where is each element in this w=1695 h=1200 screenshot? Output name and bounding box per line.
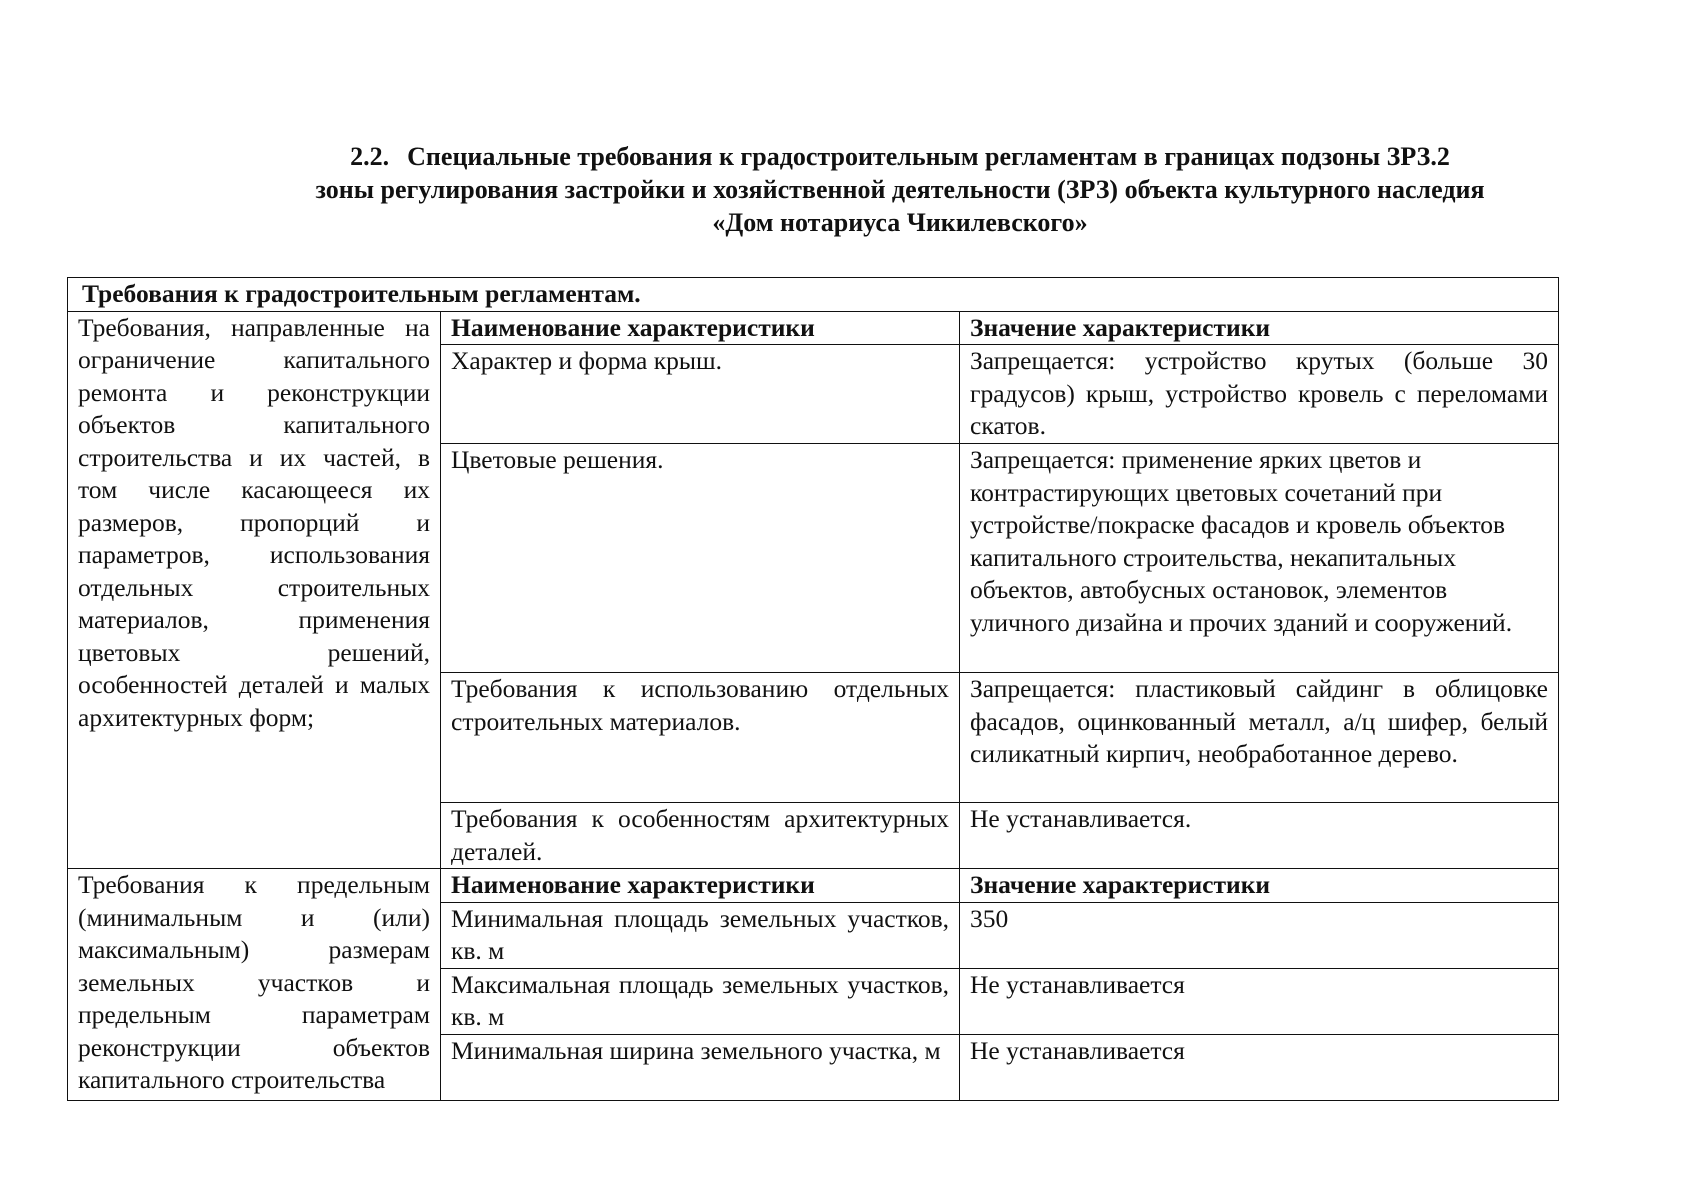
row-value-colors: Запрещается: применение ярких цветов и контрастирующих цветовых сочетаний при устройстве/покраске фасадов и кровель объектов капитального строительства, некапитальных объектов, автобусных остановок, элементов уличного дизайна и прочих зданий и сооружений.: [960, 444, 1559, 673]
table-header-row: [68, 869, 1559, 903]
row-name-roofs: Характер и форма крыш.: [441, 345, 960, 444]
row-value-materials: Запрещается: пластиковый сайдинг в облицовке фасадов, оцинкованный металл, а/ц шифер, белый силикатный кирпич, необработанное дерево.: [960, 673, 1559, 803]
heading-line-3: «Дом нотариуса Чикилевского»: [712, 208, 1088, 237]
table-caption-row: [68, 278, 1559, 312]
row-value-roofs: Запрещается: устройство крутых (больше 30 градусов) крыш, устройство кровель с переломами скатов.: [960, 345, 1559, 444]
column-header-name: Наименование характеристики: [441, 869, 960, 903]
group-label-land-plots: Требования к предельным (минимальным и (или) максимальным) размерам земельных участков и предельным параметрам реконструкции объектов капитального строительства: [68, 869, 441, 1101]
heading-line-2: зоны регулирования застройки и хозяйственной деятельности (ЗРЗ) объекта культурного наследия: [315, 175, 1485, 204]
column-header-name: Наименование характеристики: [441, 311, 960, 345]
row-name-colors: Цветовые решения.: [441, 444, 960, 673]
column-header-value: Значение характеристики: [960, 311, 1559, 345]
row-name-details: Требования к особенностям архитектурных деталей.: [441, 803, 960, 869]
table-header-row: [68, 311, 1559, 345]
heading-text-1: Специальные требования к градостроительным регламентам в границах подзоны ЗРЗ.2: [407, 142, 1450, 171]
section-heading: [200, 140, 1600, 239]
column-header-value: Значение характеристики: [960, 869, 1559, 903]
heading-line-1: [200, 140, 1600, 173]
requirements-table: [67, 277, 1559, 1101]
row-value-min-area: 350: [960, 902, 1559, 968]
row-name-materials: Требования к использованию отдельных строительных материалов.: [441, 673, 960, 803]
row-name-min-area: Минимальная площадь земельных участков, кв. м: [441, 902, 960, 968]
row-name-max-area: Максимальная площадь земельных участков, кв. м: [441, 968, 960, 1034]
row-value-details: Не устанавливается.: [960, 803, 1559, 869]
table-caption: Требования к градостроительным регламентам.: [68, 278, 1559, 312]
row-value-min-width: Не устанавливается: [960, 1034, 1559, 1100]
row-name-min-width: Минимальная ширина земельного участка, м: [441, 1034, 960, 1100]
section-number: 2.2.: [350, 142, 390, 171]
row-value-max-area: Не устанавливается: [960, 968, 1559, 1034]
group-label-restrictions: Требования, направленные на ограничение капитального ремонта и реконструкции объектов капитального строительства и их частей, в том числе касающееся их размеров, пропорций и параметров, использования отдельных строительных материалов, применения цветовых решений, особенностей деталей и малых архитектурных форм;: [68, 311, 441, 869]
